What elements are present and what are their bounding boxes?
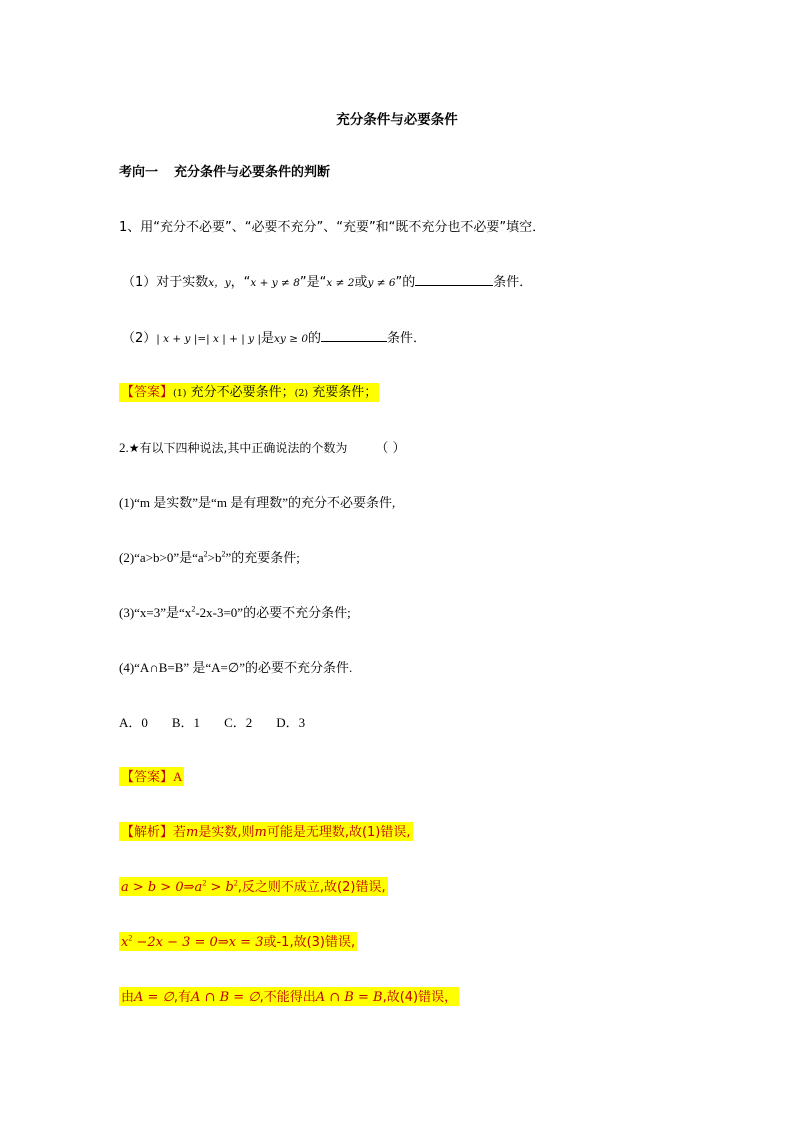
superscript-2b: 2 xyxy=(221,549,226,559)
analysis-4-m1: A = ∅ xyxy=(134,990,174,1005)
answer-paren: （ ） xyxy=(375,441,406,456)
analysis-4-b: ,有 xyxy=(173,990,192,1005)
analysis-1-a: 若 xyxy=(173,825,187,840)
part-1-suffix: 条件． xyxy=(493,275,533,290)
question-2-answer xyxy=(119,768,184,787)
statement-4: (4)“A∩B=B” 是“A=∅”的必要不充分条件. xyxy=(119,660,353,675)
superscript-2a: 2 xyxy=(203,549,208,559)
page-title: 充分条件与必要条件 xyxy=(336,112,458,128)
part-2-prefix: （2） xyxy=(122,331,157,346)
option-d[interactable]: D．3 xyxy=(276,715,306,730)
statement-2 xyxy=(119,549,300,567)
part-2-suffix: 条件． xyxy=(387,331,427,346)
question-2-text: ★有以下四种说法,其中正确说法的个数为 xyxy=(128,441,348,455)
part-1-cond-1: x + y ≠ 8 xyxy=(250,277,300,289)
analysis-label: 【解析】 xyxy=(121,825,174,840)
analysis-4-m3: A ∩ B = B xyxy=(315,990,383,1005)
statement-3 xyxy=(119,604,351,622)
answer-num-1: (1) xyxy=(173,388,187,399)
statement-2-a: (2)“a>b>0”是“a xyxy=(119,550,204,565)
options-row xyxy=(119,714,329,732)
section-label: 考向一 xyxy=(119,165,159,180)
part-1-vars: x，y xyxy=(208,277,231,289)
answer-value: A xyxy=(173,769,183,784)
answer-2: 充要条件； xyxy=(312,385,378,400)
part-1-mid-2: ”的 xyxy=(395,275,416,290)
question-2-stem xyxy=(119,439,405,458)
part-2-cond-1: | x + y |=| x | + | y | xyxy=(156,333,261,345)
analysis-1-c: 可能是无理数,故(1)错误, xyxy=(266,825,411,840)
analysis-1-m1: m xyxy=(186,825,199,840)
analysis-4-c: ,不能得出 xyxy=(259,990,316,1005)
analysis-line-4 xyxy=(119,988,459,1007)
question-1-answer xyxy=(119,384,379,403)
part-1-prefix: （1）对于实数 xyxy=(122,275,209,290)
analysis-line-1 xyxy=(119,823,413,842)
statement-2-c: ”的充要条件; xyxy=(225,550,300,565)
analysis-3-text: 或-1,故(3)错误, xyxy=(263,935,356,950)
answer-blank-1[interactable] xyxy=(415,272,493,286)
part-1-cond-2a: x ≠ 2 xyxy=(326,277,355,289)
analysis-3-math-b: −2x − 3 = 0⇒x = 3 xyxy=(132,935,264,950)
statement-3-a: (3)“x=3”是“x xyxy=(119,605,192,620)
question-2-number: 2. xyxy=(119,440,129,455)
analysis-line-2 xyxy=(119,878,388,897)
answer-label: 【答案】 xyxy=(121,385,174,400)
part-1-mid-1: ”是“ xyxy=(299,275,327,290)
option-c[interactable]: C．2 xyxy=(224,715,253,730)
analysis-2-math-a: a > b > 0⇒a xyxy=(121,880,203,895)
analysis-3-sup: 2 xyxy=(128,933,133,943)
analysis-2-text: ,反之则不成立,故(2)错误, xyxy=(237,880,386,895)
analysis-line-3 xyxy=(119,933,357,952)
analysis-2-sup-a: 2 xyxy=(202,878,207,888)
part-1-or: 或 xyxy=(354,275,368,290)
part-2-mid: 是 xyxy=(260,331,274,346)
analysis-4-m2: A ∩ B = ∅ xyxy=(191,990,260,1005)
answer-label-2: 【答案】 xyxy=(121,770,174,785)
analysis-4-a: 由 xyxy=(121,990,135,1005)
superscript-3: 2 xyxy=(191,604,196,614)
part-1-sep: ，“ xyxy=(230,275,251,290)
option-a[interactable]: A．0 xyxy=(119,715,148,730)
analysis-2-math-b: > b xyxy=(206,880,234,895)
answer-blank-2[interactable] xyxy=(321,328,387,342)
part-1-cond-2b: y ≠ 6 xyxy=(367,277,396,289)
option-b[interactable]: B．1 xyxy=(171,715,201,730)
statement-1: (1)“m 是实数”是“m 是有理数”的充分不必要条件, xyxy=(119,495,396,510)
answer-1: 充分不必要条件； xyxy=(190,385,295,400)
question-1-part-2 xyxy=(122,328,426,348)
analysis-1-m2: m xyxy=(254,825,267,840)
statement-3-b: -2x-3=0”的必要不充分条件; xyxy=(195,605,351,620)
statement-2-b: >b xyxy=(207,550,222,565)
question-1-part-1 xyxy=(122,272,532,292)
part-2-mid-2: 的 xyxy=(308,331,322,346)
question-1-stem: 1、用“充分不必要”、“必要不充分”、“充要”和“既不充分也不必要”填空． xyxy=(119,220,546,235)
section-heading xyxy=(119,164,330,182)
answer-num-2: (2) xyxy=(294,388,309,399)
analysis-2-sup-b: 2 xyxy=(233,878,238,888)
part-2-cond-2: xy ≥ 0 xyxy=(274,333,309,345)
analysis-4-d: ,故(4)错误， xyxy=(382,990,458,1005)
analysis-1-b: 是实数,则 xyxy=(198,825,255,840)
section-text: 充分条件与必要条件的判断 xyxy=(174,165,331,180)
analysis-3-math-a: x xyxy=(121,935,129,950)
